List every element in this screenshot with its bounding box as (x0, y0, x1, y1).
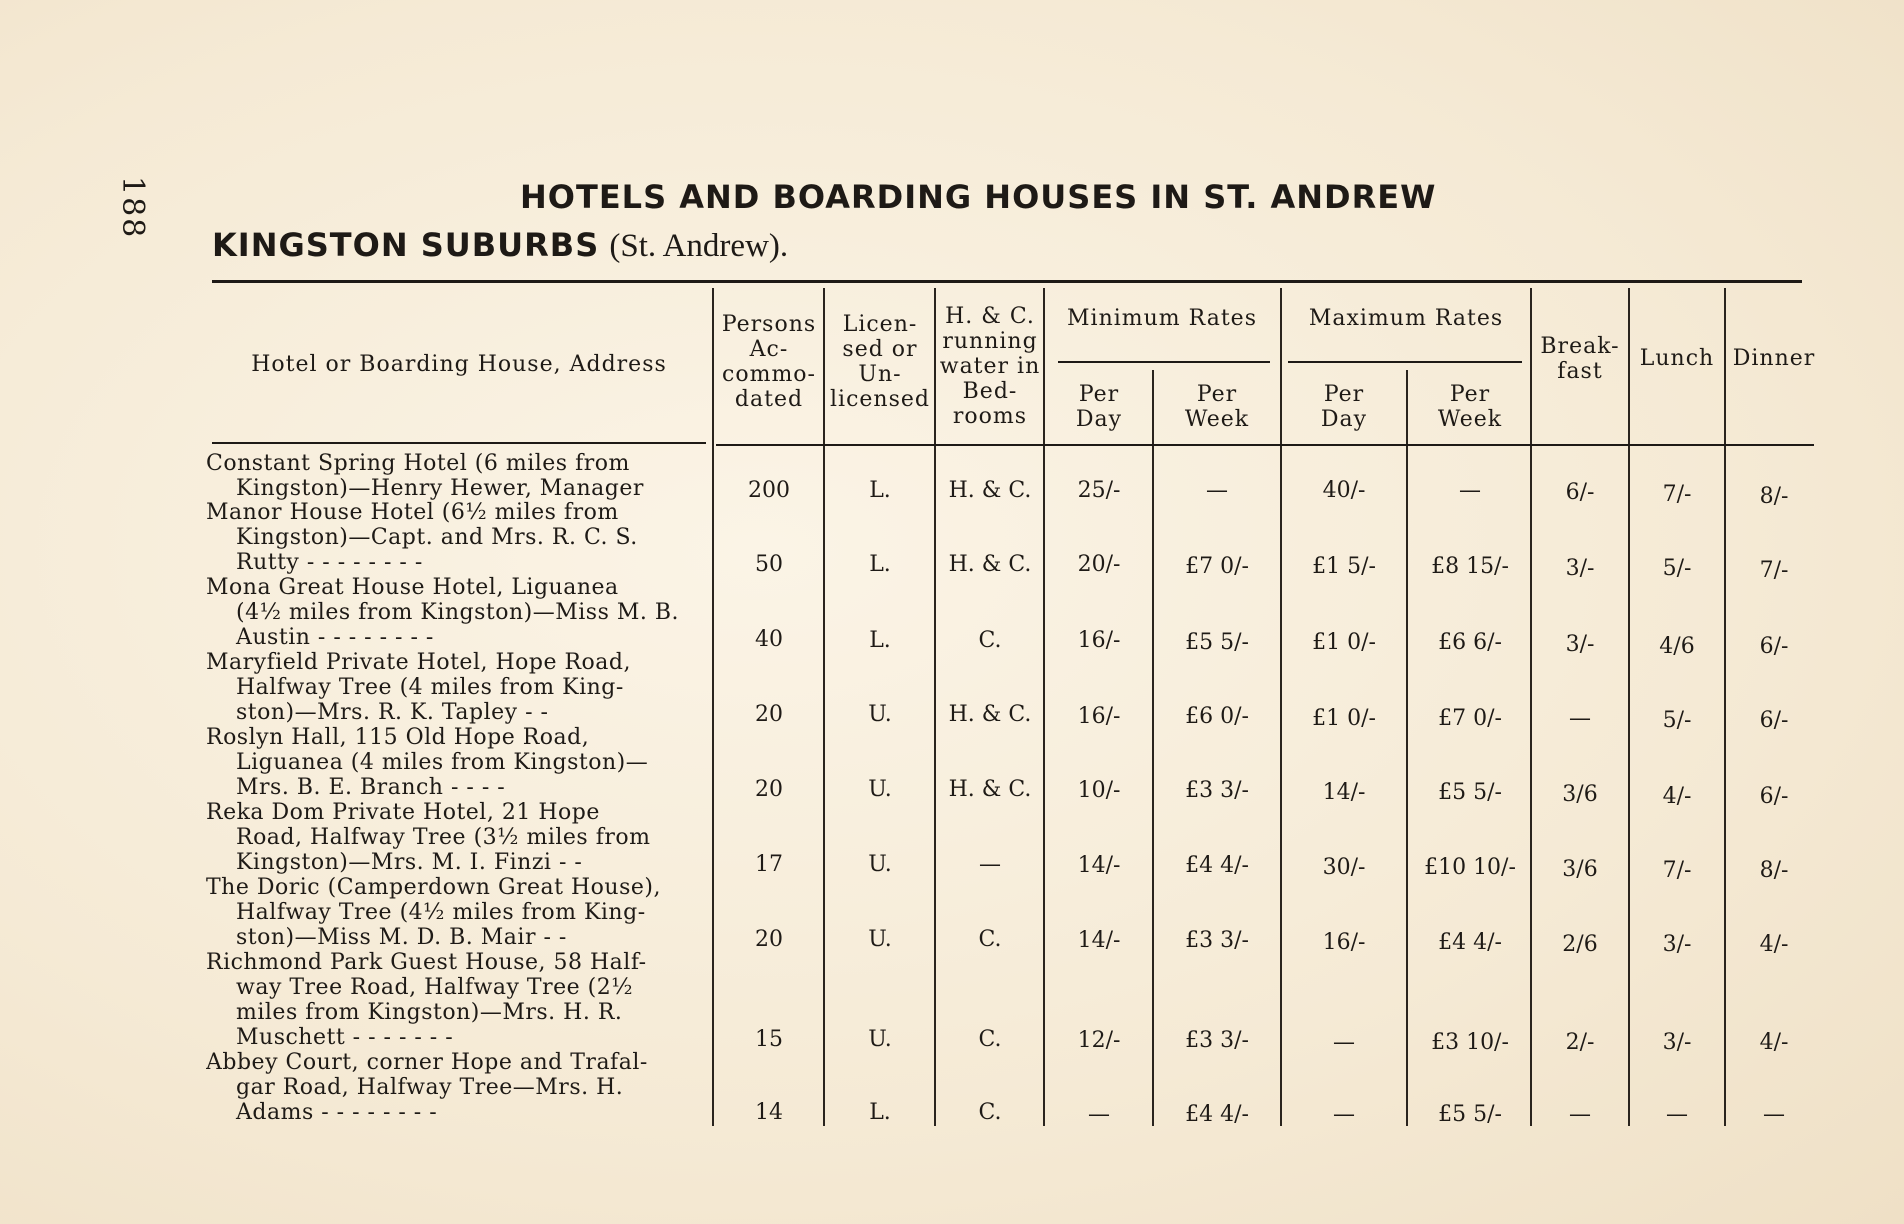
column-rule (1628, 288, 1630, 1126)
header-max-per-day: Per Day (1320, 382, 1368, 432)
hotel-name: Mona Great House Hotel, Liguanea (4½ miles from Kingston)—Miss M. B. Austin - - - - - - - - (206, 575, 680, 650)
hotel-name: Manor House Hotel (6½ miles from Kingston)—Capt. and Mrs. R. C. S. Rutty - - - - - - - - (206, 500, 638, 575)
cell-max-week: £10 10/- (1424, 855, 1516, 880)
cell-min-day: 25/- (1077, 478, 1121, 503)
header-min-per-day: Per Day (1075, 382, 1123, 432)
page-number: 188 (115, 176, 150, 240)
hotel-name: Reka Dom Private Hotel, 21 Hope Road, Halfway Tree (3½ miles from Kingston)—Mrs. M. I. Finzi - - (206, 800, 651, 875)
cell-min-week: £3 3/- (1185, 778, 1249, 803)
column-rule (1724, 288, 1726, 1126)
subtitle-strong: KINGSTON SUBURBS (212, 226, 600, 264)
cell-licensed: L. (869, 628, 891, 653)
hotel-name: Roslyn Hall, 115 Old Hope Road, Liguanea (4 miles from Kingston)— Mrs. B. E. Branch - - - - (206, 725, 649, 800)
max-rates-rule (1288, 361, 1522, 363)
cell-hc: H. & C. (948, 478, 1032, 503)
cell-dinner: 8/- (1759, 858, 1789, 883)
cell-max-day: £1 0/- (1312, 706, 1376, 731)
cell-breakfast: 6/- (1565, 480, 1595, 505)
cell-licensed: U. (868, 852, 892, 877)
cell-max-week: £8 15/- (1431, 554, 1509, 579)
cell-lunch: 3/- (1662, 1030, 1692, 1055)
cell-persons: 20 (755, 702, 783, 727)
cell-licensed: L. (869, 552, 891, 577)
cell-breakfast: 3/- (1565, 556, 1595, 581)
cell-licensed: U. (868, 777, 892, 802)
cell-min-week: £3 3/- (1185, 928, 1249, 953)
cell-breakfast: — (1569, 1102, 1591, 1127)
cell-dinner: 6/- (1759, 634, 1789, 659)
cell-persons: 14 (755, 1100, 783, 1125)
cell-min-day: 16/- (1077, 704, 1121, 729)
cell-lunch: 5/- (1662, 708, 1692, 733)
cell-max-day: 16/- (1322, 930, 1366, 955)
cell-persons: 20 (755, 777, 783, 802)
cell-hc: H. & C. (948, 552, 1032, 577)
header-lunch: Lunch (1639, 346, 1715, 371)
cell-dinner: 6/- (1759, 784, 1789, 809)
cell-min-week: £3 3/- (1185, 1028, 1249, 1053)
hotel-name: Abbey Court, corner Hope and Trafal- gar Road, Halfway Tree—Mrs. H. Adams - - - - - - - - (206, 1050, 648, 1125)
cell-licensed: U. (868, 1027, 892, 1052)
cell-dinner: 7/- (1759, 558, 1789, 583)
cell-max-day: — (1333, 1030, 1355, 1055)
cell-persons: 15 (755, 1027, 783, 1052)
cell-lunch: 3/- (1662, 932, 1692, 957)
cell-max-week: £4 4/- (1438, 930, 1502, 955)
cell-max-day: 40/- (1322, 478, 1366, 503)
cell-min-week: £4 4/- (1185, 853, 1249, 878)
cell-dinner: 6/- (1759, 708, 1789, 733)
cell-max-week: £6 6/- (1438, 630, 1502, 655)
cell-min-week: — (1206, 478, 1228, 503)
cell-persons: 200 (748, 478, 790, 503)
cell-min-week: £7 0/- (1185, 554, 1249, 579)
cell-lunch: 5/- (1662, 556, 1692, 581)
header-dinner: Dinner (1732, 346, 1816, 371)
cell-lunch: 7/- (1662, 482, 1692, 507)
cell-min-week: £5 5/- (1185, 630, 1249, 655)
cell-dinner: — (1763, 1102, 1785, 1127)
cell-max-week: £7 0/- (1438, 706, 1502, 731)
section-subtitle (212, 226, 788, 265)
cell-persons: 20 (755, 927, 783, 952)
cell-min-week: £6 0/- (1185, 704, 1249, 729)
cell-licensed: U. (868, 927, 892, 952)
header-min-per-week: Per Week (1184, 382, 1250, 432)
cell-max-day: 30/- (1322, 855, 1366, 880)
header-bottom-rule (716, 444, 1814, 446)
cell-hc: H. & C. (948, 702, 1032, 727)
cell-dinner: 8/- (1759, 484, 1789, 509)
min-rates-rule (1058, 361, 1270, 363)
cell-persons: 50 (755, 552, 783, 577)
cell-persons: 40 (755, 627, 783, 652)
cell-persons: 17 (755, 852, 783, 877)
hotel-name: Maryfield Private Hotel, Hope Road, Halfway Tree (4 miles from King- ston)—Mrs. R. K. Tapley - - (206, 650, 631, 725)
cell-lunch: 7/- (1662, 858, 1692, 883)
cell-hc: C. (978, 628, 1002, 653)
cell-max-week: — (1459, 478, 1481, 503)
cell-hc: C. (978, 927, 1002, 952)
cell-max-week: £5 5/- (1438, 1102, 1502, 1127)
cell-licensed: L. (869, 478, 891, 503)
header-bottom-rule (212, 442, 706, 444)
hotel-name: The Doric (Camperdown Great House), Halfway Tree (4½ miles from King- ston)—Miss M. D. B. Mair - - (206, 875, 661, 950)
page-title: HOTELS AND BOARDING HOUSES IN ST. ANDREW (520, 178, 1437, 216)
hotel-name: Richmond Park Guest House, 58 Half- way Tree Road, Halfway Tree (2½ miles from Kingston)—Mrs. H. R. Muschett - - - - - - - (206, 950, 647, 1050)
cell-hc: H. & C. (948, 777, 1032, 802)
cell-hc: C. (978, 1100, 1002, 1125)
header-licensed: Licen- sed or Un- licensed (830, 312, 930, 412)
cell-max-day: £1 5/- (1312, 554, 1376, 579)
cell-min-week: £4 4/- (1185, 1102, 1249, 1127)
cell-max-week: £5 5/- (1438, 780, 1502, 805)
cell-max-day: 14/- (1322, 780, 1366, 805)
cell-breakfast: 3/6 (1562, 857, 1598, 882)
cell-breakfast: 2/6 (1562, 932, 1598, 957)
cell-min-day: 20/- (1077, 552, 1121, 577)
hotel-name: Constant Spring Hotel (6 miles from Kingston)—Henry Hewer, Manager (206, 451, 644, 501)
cell-max-day: — (1333, 1102, 1355, 1127)
header-persons: Persons Ac- commo- dated (721, 312, 817, 412)
header-minimum-rates: Minimum Rates (1067, 306, 1257, 331)
cell-min-day: 16/- (1077, 628, 1121, 653)
cell-min-day: 14/- (1077, 853, 1121, 878)
cell-dinner: 4/- (1759, 1030, 1789, 1055)
subtitle-paren: (St. Andrew). (609, 228, 789, 264)
header-max-per-week: Per Week (1437, 382, 1503, 432)
cell-min-day: 12/- (1077, 1028, 1121, 1053)
cell-lunch: 4/6 (1659, 634, 1695, 659)
cell-licensed: U. (868, 702, 892, 727)
cell-lunch: 4/- (1662, 784, 1692, 809)
cell-breakfast: — (1569, 706, 1591, 731)
table-top-rule (212, 280, 1802, 283)
cell-max-day: £1 0/- (1312, 630, 1376, 655)
header-maximum-rates: Maximum Rates (1308, 306, 1504, 331)
cell-dinner: 4/- (1759, 932, 1789, 957)
cell-breakfast: 3/- (1565, 632, 1595, 657)
cell-max-week: £3 10/- (1431, 1030, 1509, 1055)
cell-breakfast: 3/6 (1562, 782, 1598, 807)
header-hot-cold-water: H. & C. running water in Bed- rooms (939, 304, 1041, 429)
cell-licensed: L. (869, 1100, 891, 1125)
header-breakfast: Break- fast (1540, 334, 1620, 384)
cell-min-day: 10/- (1077, 778, 1121, 803)
cell-hc: — (979, 852, 1001, 877)
cell-hc: C. (978, 1027, 1002, 1052)
header-name: Hotel or Boarding House, Address (251, 352, 667, 377)
cell-breakfast: 2/- (1565, 1030, 1595, 1055)
cell-min-day: — (1088, 1102, 1110, 1127)
cell-min-day: 14/- (1077, 928, 1121, 953)
cell-lunch: — (1666, 1102, 1688, 1127)
